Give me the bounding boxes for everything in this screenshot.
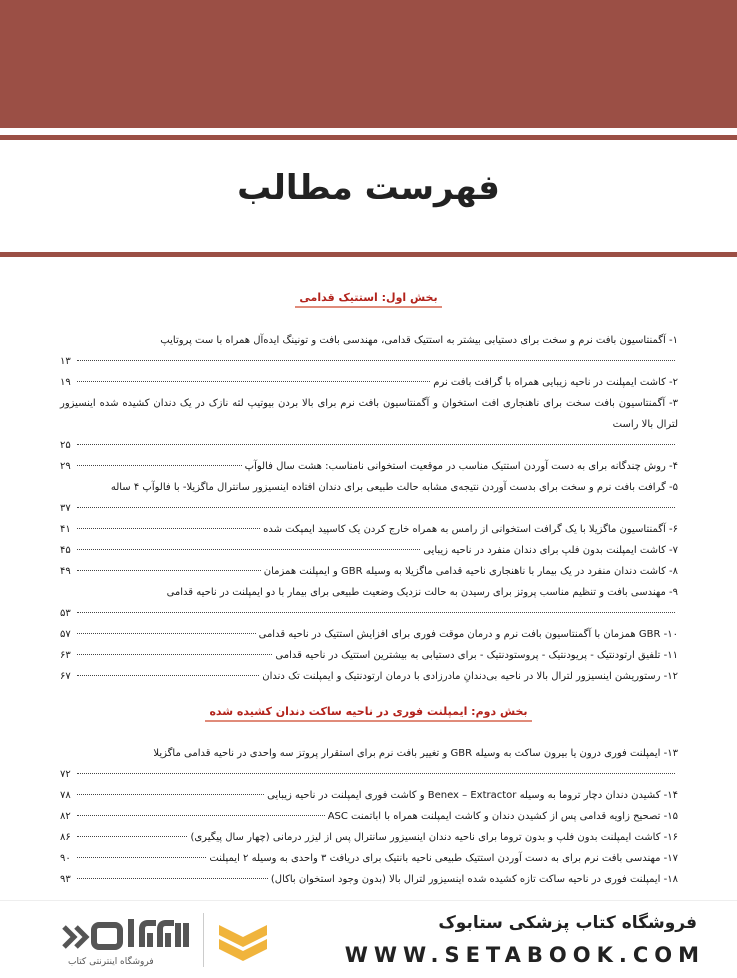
toc-entry[interactable] <box>60 393 678 435</box>
leader-dots <box>77 570 261 571</box>
toc-entry[interactable] <box>60 848 678 869</box>
toc-page-number: ۱۹ <box>60 377 71 388</box>
toc-page-number: ۸۲ <box>60 811 71 822</box>
book-logo-icon <box>217 919 269 965</box>
toc-page-number: ۴۹ <box>60 566 71 577</box>
toc-page-number: ۸۶ <box>60 832 71 843</box>
toc-entry[interactable] <box>60 806 678 827</box>
toc-section-2 <box>60 743 678 890</box>
toc-page-line <box>60 764 678 785</box>
toc-entry-text: ۲- کاشت ایمپلنت در ناحیه زیبایی همراه با گرافت بافت نرم <box>433 377 678 388</box>
toc-entry-text: ۱۷- مهندسی بافت نرم برای به دست آوردن استتیک طبیعی ناحیه بانتیک برای دریافت ۳ واحدی به وسیله ۲ ایمپلنت <box>209 853 678 864</box>
toc-entry-text: ۶- آگمنتاسیون ماگزیلا با یک گرافت استخوانی از رامس به همراه خارج کردن یک کاسپید ایمپکت شده <box>263 524 678 535</box>
toc-page-line <box>60 435 678 456</box>
toc-page-number: ۳۷ <box>60 503 71 514</box>
toc-entry[interactable] <box>60 561 678 582</box>
toc-page-number: ۵۷ <box>60 629 71 640</box>
toc-entry-text: ۱۵- تصحیح زاویه قدامی پس از کشیدن دندان و کاشت ایمپلنت همراه با اباتمنت ASC <box>327 811 678 822</box>
store-footer <box>0 900 737 978</box>
leader-dots <box>77 528 260 529</box>
toc-entry[interactable] <box>60 827 678 848</box>
toc-entry[interactable] <box>60 869 678 890</box>
toc-entry[interactable] <box>60 330 678 351</box>
toc-entry[interactable] <box>60 372 678 393</box>
toc-entry[interactable] <box>60 582 678 603</box>
toc-page-line <box>60 351 678 372</box>
toc-entry-text: ۹- مهندسی بافت و تنظیم مناسب پروتز برای رسیدن به حالت نزدیک وضعیت طبیعی برای بیمار با دو ایمپلنت در ناحیه قدامی <box>166 587 678 598</box>
header-divider <box>0 135 737 140</box>
toc-entry[interactable] <box>60 519 678 540</box>
toc-entry-text: ۱۶- کاشت ایمپلنت بدون فلپ و بدون تروما برای ناحیه دندان اینسیزور سانترال پس از لیزر درمانی (چهار سال پیگیری) <box>190 832 678 843</box>
leader-dots <box>77 878 268 879</box>
toc-entry-text: ۱۰- GBR همزمان با آگمنتاسیون بافت نرم و درمان موقت فوری برای افزایش استتیک در ناحیه قدامی <box>258 629 678 640</box>
leader-dots <box>77 507 675 508</box>
leader-dots <box>77 857 206 858</box>
leader-dots <box>77 444 675 445</box>
setabook-logo <box>60 915 195 955</box>
toc-section-1 <box>60 330 678 687</box>
section-heading-label: بخش اول: استتیک قدامی <box>295 291 441 308</box>
leader-dots <box>77 773 675 774</box>
toc-page-number: ۶۳ <box>60 650 71 661</box>
shop-name: فروشگاه کتاب پزشکی ستابوک <box>438 913 697 933</box>
toc-entry[interactable] <box>60 624 678 645</box>
toc-page-number: ۱۳ <box>60 356 71 367</box>
leader-dots <box>77 381 430 382</box>
toc-entry-text: ۴- روش چندگانه برای به دست آوردن استتیک مناسب در موقعیت استخوانی نامناسب: هشت سال فالوآپ <box>244 461 678 472</box>
toc-page-number: ۴۱ <box>60 524 71 535</box>
title-divider <box>0 252 737 257</box>
toc-entry-text: ۱۴- کشیدن دندان دچار تروما به وسیله Benex – Extractor و کاشت فوری ایمپلنت در ناحیه زیبایی <box>267 790 678 801</box>
toc-entry[interactable] <box>60 666 678 687</box>
toc-entry-text: ۱۸- ایمپلنت فوری در ناحیه ساکت تازه کشیده شده اینسیزور لترال بالا (بدون وجود استخوان باکال) <box>270 874 678 885</box>
toc-entry[interactable] <box>60 477 678 498</box>
shop-url[interactable]: WWW.SETABOOK.COM <box>344 943 705 967</box>
logo-subtitle: فروشگاه اینترنتی کتاب <box>68 957 154 967</box>
leader-dots <box>77 633 256 634</box>
leader-dots <box>77 654 272 655</box>
section-heading-1 <box>0 291 737 308</box>
toc-page-number: ۹۳ <box>60 874 71 885</box>
toc-entry[interactable] <box>60 540 678 561</box>
leader-dots <box>77 815 325 816</box>
toc-entry-text: ۱۳- ایمپلنت فوری درون یا بیرون ساکت به وسیله GBR و تغییر بافت نرم برای استقرار پروتز سه واحدی در ناحیه قدامی ماگزیلا <box>153 748 678 759</box>
toc-page-line <box>60 603 678 624</box>
toc-entry[interactable] <box>60 456 678 477</box>
leader-dots <box>77 360 675 361</box>
toc-page-number: ۵۳ <box>60 608 71 619</box>
toc-page-number: ۲۵ <box>60 440 71 451</box>
toc-page-number: ۲۹ <box>60 461 71 472</box>
toc-page-number: ۷۸ <box>60 790 71 801</box>
toc-entry-text: ۱۱- تلفیق ارتودنتیک - پریودنتیک - پروستودنتیک - برای دستیابی به بیشترین استتیک در ناحیه قدامی <box>275 650 678 661</box>
toc-entry[interactable] <box>60 785 678 806</box>
toc-entry-text: ۳- آگمنتاسیون بافت سخت برای ناهنجاری افت استخوان و آگمنتاسیون بافت نرم برای بالا بردن بیوتیپ لثه نازک در یک دندان کشیده شده اینسیزور لترال بالا راست <box>60 398 678 430</box>
page-title: فهرست مطالب <box>237 168 500 208</box>
leader-dots <box>77 794 264 795</box>
section-heading-label: بخش دوم: ایمپلنت فوری در ناحیه ساکت دندان کشیده شده <box>205 705 531 722</box>
toc-page-number: ۷۲ <box>60 769 71 780</box>
toc-entry[interactable] <box>60 645 678 666</box>
leader-dots <box>77 675 259 676</box>
leader-dots <box>77 612 675 613</box>
leader-dots <box>77 836 187 837</box>
toc-entry-text: ۱۲- رستوریشن اینسیزور لترال بالا در ناحیه بی‌دندانِ مادرزادی با درمان ارتودنتیک و ایمپلنت تک دندان <box>262 671 678 682</box>
section-heading-2 <box>0 705 737 722</box>
toc-entry-text: ۸- کاشت دندان منفرد در یک بیمار با ناهنجاری ناحیه قدامی ماگزیلا به وسیله GBR و ایمپلنت همزمان <box>263 566 678 577</box>
toc-entry-text: ۷- کاشت ایمپلنت بدون فلپ برای دندان منفرد در ناحیه زیبایی <box>423 545 678 556</box>
toc-entry[interactable] <box>60 743 678 764</box>
leader-dots <box>77 465 242 466</box>
leader-dots <box>77 549 420 550</box>
toc-page-line <box>60 498 678 519</box>
toc-page-number: ۹۰ <box>60 853 71 864</box>
toc-entry-text: ۱- آگمنتاسیون بافت نرم و سخت برای دستیابی بیشتر به استتیک قدامی، مهندسی بافت و تونینگ ایده‌آل همراه با ست پروتایپ <box>160 335 678 346</box>
toc-page-number: ۴۵ <box>60 545 71 556</box>
header-band <box>0 0 737 128</box>
toc-page-number: ۶۷ <box>60 671 71 682</box>
toc-entry-text: ۵- گرافت بافت نرم و سخت برای بدست آوردن نتیجه‌ی مشابه حالت طبیعی برای دندان افتاده اینسیزور سانترال ماگزیلا- با فالوآپ ۴ ساله <box>110 482 678 493</box>
logo-divider <box>203 913 204 967</box>
